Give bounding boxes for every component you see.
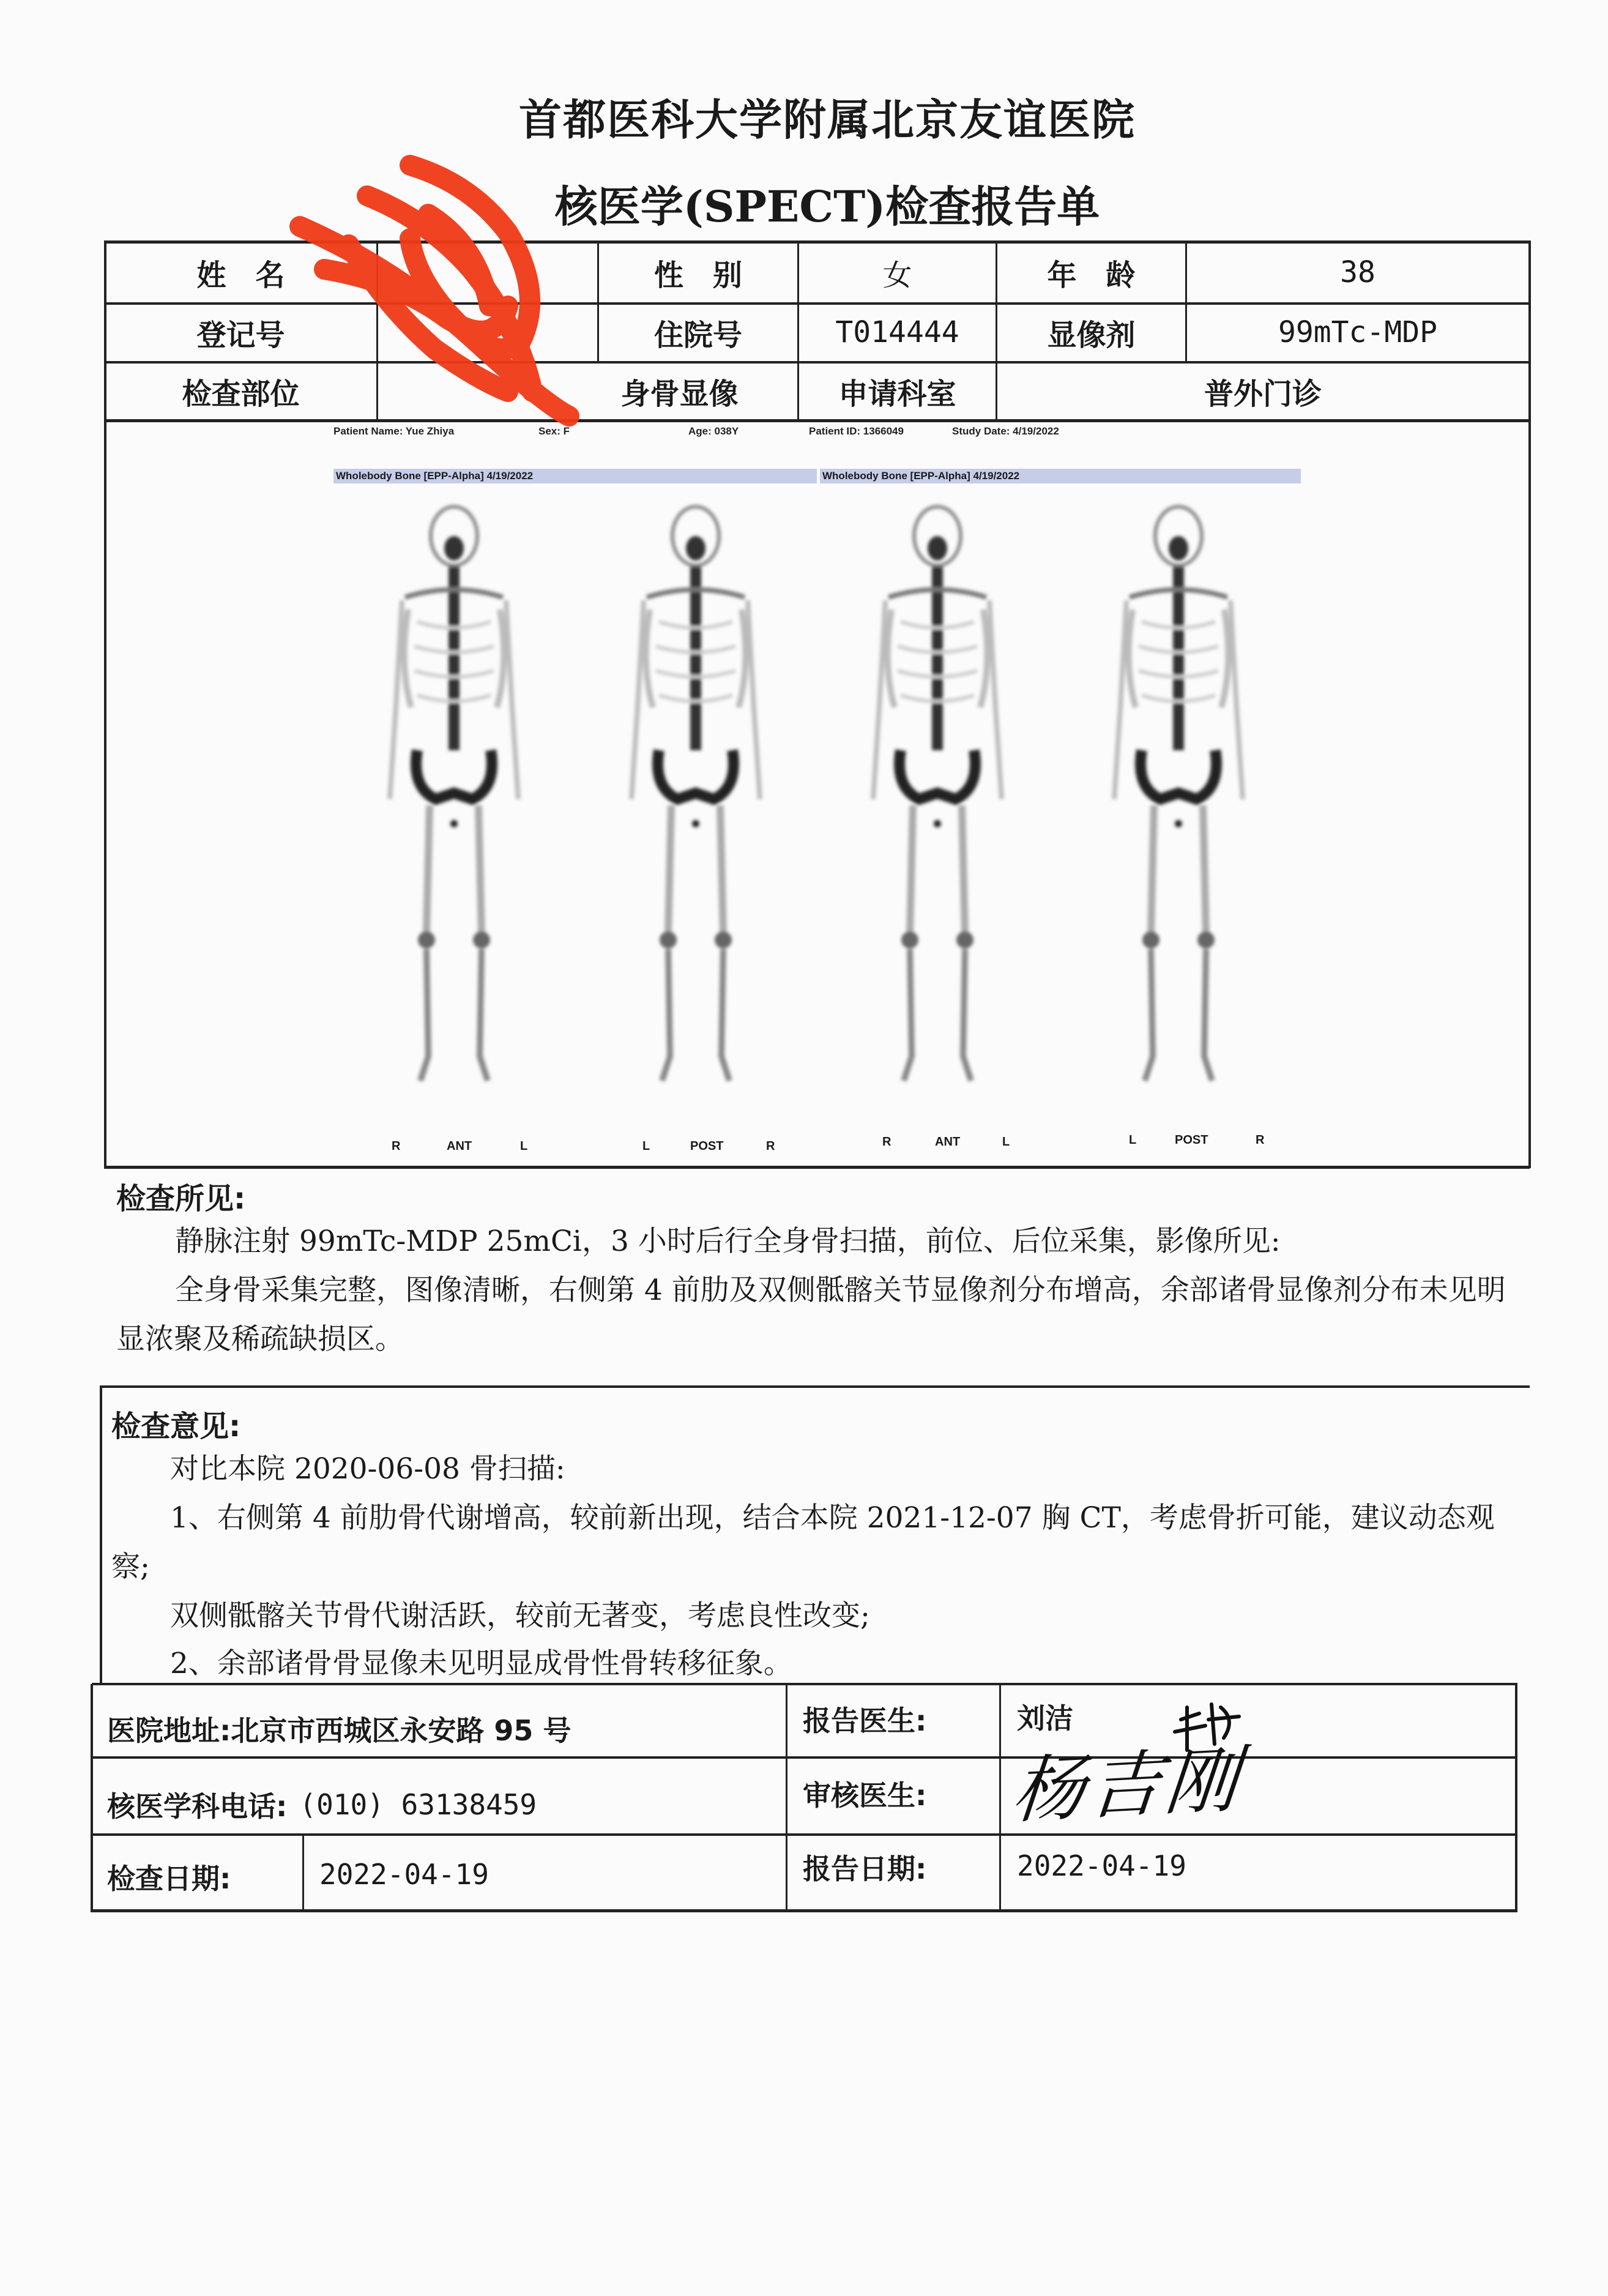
redaction-scribble — [275, 147, 642, 441]
view-label: ANT — [935, 1135, 961, 1149]
report-date-value: 2022-04-19 — [1017, 1849, 1186, 1882]
agent-value: 99mTc-MDP — [1278, 315, 1438, 349]
findings-section — [116, 1175, 1524, 1364]
phone-label: 核医学科电话: — [107, 1790, 288, 1823]
age-label: 年 龄 — [1047, 258, 1136, 293]
opinion-paragraph-2: 1、右侧第 4 前肋骨代谢增高，较前新出现，结合本院 2021-12-07 胸 CT，考虑骨折可能，建议动态观察; — [111, 1501, 1495, 1584]
review-doctor-label: 审核医生: — [803, 1779, 927, 1812]
view-side-label: R — [1256, 1133, 1265, 1147]
view-side-label: R — [766, 1139, 775, 1153]
name-label: 姓 名 — [196, 258, 285, 293]
opinion-paragraph-3: 双侧骶髂关节骨代谢活跃，较前无著变，考虑良性改变; — [170, 1599, 870, 1633]
report-date-label: 报告日期: — [803, 1852, 927, 1885]
skeleton-anterior-2 — [873, 507, 1002, 1081]
report-doctor-label: 报告医生: — [803, 1704, 927, 1737]
age-caption: Age: 038Y — [688, 425, 739, 437]
site-label: 检查部位 — [182, 376, 300, 411]
phone-value: (010) 63138459 — [299, 1788, 537, 1821]
view-side-label: L — [1002, 1135, 1010, 1149]
view-label: POST — [690, 1139, 724, 1153]
patient-id-caption: Patient ID: 1366049 — [809, 425, 904, 437]
hospital-name: 首都医科大学附属北京友谊医院 — [519, 94, 1136, 145]
inpatient-label: 住院号 — [653, 318, 742, 352]
sex-label: 性 别 — [653, 258, 742, 293]
view-label: ANT — [447, 1139, 472, 1153]
report-title: 核医学(SPECT)检查报告单 — [554, 181, 1100, 232]
patient-name-caption: Patient Name: Yue Zhiya — [333, 425, 455, 437]
dept-label: 申请科室 — [838, 376, 956, 411]
sex-value: 女 — [882, 258, 912, 293]
exam-date-label: 检查日期: — [107, 1862, 231, 1895]
findings-title: 检查所见: — [116, 1182, 246, 1216]
findings-paragraph-2: 全身骨采集完整，图像清晰，右侧第 4 前肋及双侧骶髂关节显像剂分布增高，余部诸骨显像剂分布未见明显浓聚及稀疏缺损区。 — [116, 1273, 1506, 1356]
view-side-label: L — [642, 1139, 650, 1153]
address-value: 北京市西城区永安路 95 号 — [231, 1714, 571, 1747]
inpatient-value: T014444 — [835, 315, 959, 349]
reg-label: 登记号 — [196, 318, 285, 352]
opinion-section — [111, 1403, 1519, 1687]
study-date-caption: Study Date: 4/19/2022 — [952, 425, 1059, 437]
skeleton-posterior-1 — [631, 507, 760, 1081]
agent-label: 显像剂 — [1047, 318, 1136, 352]
view-side-label: L — [520, 1139, 528, 1153]
dept-value: 普外门诊 — [1204, 376, 1322, 411]
skeleton-posterior-2 — [1114, 507, 1243, 1081]
view-label: POST — [1175, 1133, 1208, 1147]
age-value: 38 — [1340, 255, 1375, 289]
sex-caption: Sex: F — [538, 425, 570, 437]
view-side-label: R — [882, 1135, 891, 1149]
exam-date-value: 2022-04-19 — [319, 1858, 489, 1891]
address-label: 医院地址: — [107, 1714, 231, 1747]
opinion-paragraph-1: 对比本院 2020-06-08 骨扫描: — [170, 1452, 565, 1486]
findings-paragraph-1: 静脉注射 99mTc-MDP 25mCi，3 小时后行全身骨扫描，前位、后位采集，影像所见: — [175, 1224, 1281, 1258]
skeleton-anterior-1 — [390, 507, 518, 1081]
series-bar-left: Wholebody Bone [EPP-Alpha] 4/19/2022 — [333, 469, 817, 483]
opinion-title: 检查意见: — [111, 1409, 241, 1444]
series-bar-right: Wholebody Bone [EPP-Alpha] 4/19/2022 — [820, 469, 1301, 483]
opinion-paragraph-4: 2、余部诸骨骨显像未见明显成骨性骨转移征象。 — [170, 1647, 792, 1680]
view-side-label: L — [1129, 1133, 1137, 1147]
report-doctor-value: 刘洁 — [1017, 1702, 1073, 1735]
handwritten-signature-2: 杨吉刚 — [1008, 1737, 1246, 1833]
view-side-label: R — [392, 1139, 401, 1153]
site-value: 身骨显像 — [620, 376, 739, 411]
